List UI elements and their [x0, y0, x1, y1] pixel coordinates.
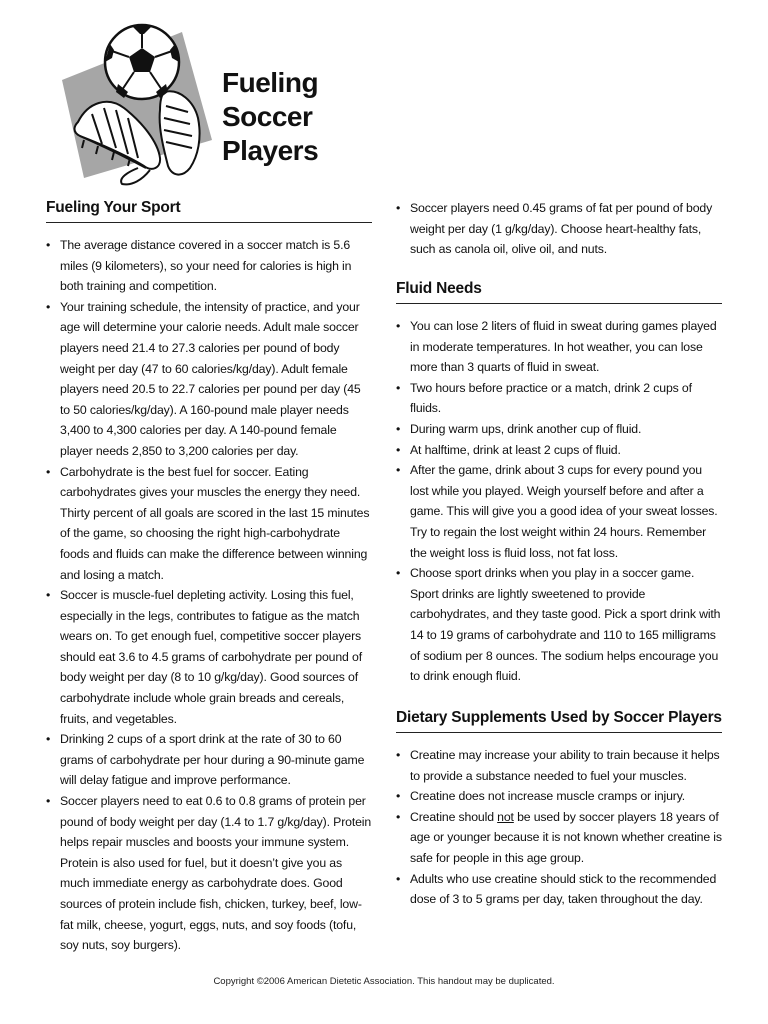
list-item: • Choose sport drinks when you play in a soccer game. Sport drinks are lightly sweetened to provide carbohydrates, and they taste good. Pick a sport drink with 14 to 19 grams of carbohydrate and 110 to 165 milligrams of sodium per 8 ounces. The sodium helps encourage you to drink enough fluid.	[396, 563, 722, 687]
fluid-bullet-list	[396, 316, 722, 687]
list-item: • Creatine may increase your ability to train because it helps to provide a substance needed to fuel your muscles.	[396, 745, 722, 786]
list-item: • Two hours before practice or a match, drink 2 cups of fluids.	[396, 378, 722, 419]
section-heading-fueling-your-sport: Fueling Your Sport	[46, 198, 372, 223]
list-item: • At halftime, drink at least 2 cups of fluid.	[396, 440, 722, 461]
list-item	[396, 807, 722, 869]
bullet-text: be used by soccer players 18 years of age or younger because it is not known whether creatine is safe for people in this age group.	[410, 809, 722, 865]
supplements-bullet-list	[396, 745, 722, 910]
list-item: • Adults who use creatine should stick to the recommended dose of 3 to 5 grams per day, taken throughout the day.	[396, 869, 722, 910]
list-item: • During warm ups, drink another cup of fluid.	[396, 419, 722, 440]
list-item: • Soccer players need to eat 0.6 to 0.8 grams of protein per pound of body weight per day (1.4 to 1.7 g/kg/day). Protein helps repair muscles and boosts your immune system. Protein is also used for fuel, but it doesn’t give you as much immediate energy as carbohydrate does. Good sources of protein include fish, chicken, turkey, beef, low-fat milk, cheese, yogurt, eggs, nuts, and soy foods (tofu, soy nuts, soy burgers).	[46, 791, 372, 956]
list-item: • The average distance covered in a soccer match is 5.6 miles (9 kilometers), so your need for calories is high in both training and competition.	[46, 235, 372, 297]
list-item: • Carbohydrate is the best fuel for soccer. Eating carbohydrates gives your muscles the energy they need. Thirty percent of all goals are scored in the last 15 minutes of the game, so choosing the right high-carbohydrate foods and fluids can make the difference between winning and losing a match.	[46, 462, 372, 586]
title-line-2: Soccer	[222, 101, 313, 132]
list-item: • You can lose 2 liters of fluid in sweat during games played in moderate temperatures. In hot weather, you can lose more than 3 quarts of fluid in sweat.	[396, 316, 722, 378]
page-title	[222, 66, 318, 168]
emphasis-not: not	[497, 809, 514, 824]
bullet-text: Creatine should	[410, 809, 498, 824]
section-dietary-supplements	[396, 708, 722, 910]
list-item: • Soccer players need 0.45 grams of fat per pound of body weight per day (1 g/kg/day). Choose heart-healthy fats, such as canola oil, olive oil, and nuts.	[396, 198, 722, 260]
list-item: • Soccer is muscle-fuel depleting activity. Losing this fuel, especially in the legs, contributes to fatigue as the match wears on. To get enough fuel, competitive soccer players should eat 3.6 to 4.5 grams of carbohydrate per pound of body weight per day (8 to 10 g/kg/day). Good sources of carbohydrate include whole grain breads and cereals, fruits, and vegetables.	[46, 585, 372, 729]
list-item: • After the game, drink about 3 cups for every pound you lost while you played. Weigh yourself before and after a game. This will give you a good idea of your sweat losses. Try to regain the lost weight within 24 hours. Remember the weight loss is fluid loss, not fat loss.	[396, 460, 722, 563]
soccer-ball-icon	[105, 25, 179, 99]
list-item: • Drinking 2 cups of a sport drink at the rate of 30 to 60 grams of carbohydrate per hour during a 90-minute game will delay fatigue and improve performance.	[46, 729, 372, 791]
footer-copyright: Copyright ©2006 American Dietetic Association. This handout may be duplicated.	[213, 976, 555, 987]
section-heading-fluid-needs: Fluid Needs	[396, 279, 722, 304]
list-item: • Creatine does not increase muscle cramps or injury.	[396, 786, 722, 807]
section-fluid-needs	[396, 279, 722, 687]
sport-bullet-list	[46, 235, 372, 956]
title-line-1: Fueling	[222, 67, 319, 98]
list-item: • Your training schedule, the intensity of practice, and your age will determine your calorie needs. Adult male soccer players need 21.4 to 27.3 calories per pound of body weight per day (47 to 60 calories/kg/day). Adult female players need 20.5 to 22.7 calories per pound per day (45 to 50 calories/kg/day). A 160-pound male player needs 3,400 to 4,300 calories per day. A 140-pound female player needs 2,850 to 3,200 calories per day.	[46, 297, 372, 462]
title-line-3: Players	[222, 135, 319, 166]
section-heading-dietary-supplements: Dietary Supplements Used by Soccer Players	[396, 708, 722, 733]
sport-bullet-list-continued	[396, 198, 722, 260]
header-illustration	[62, 18, 212, 190]
section-fueling-your-sport	[46, 198, 372, 956]
